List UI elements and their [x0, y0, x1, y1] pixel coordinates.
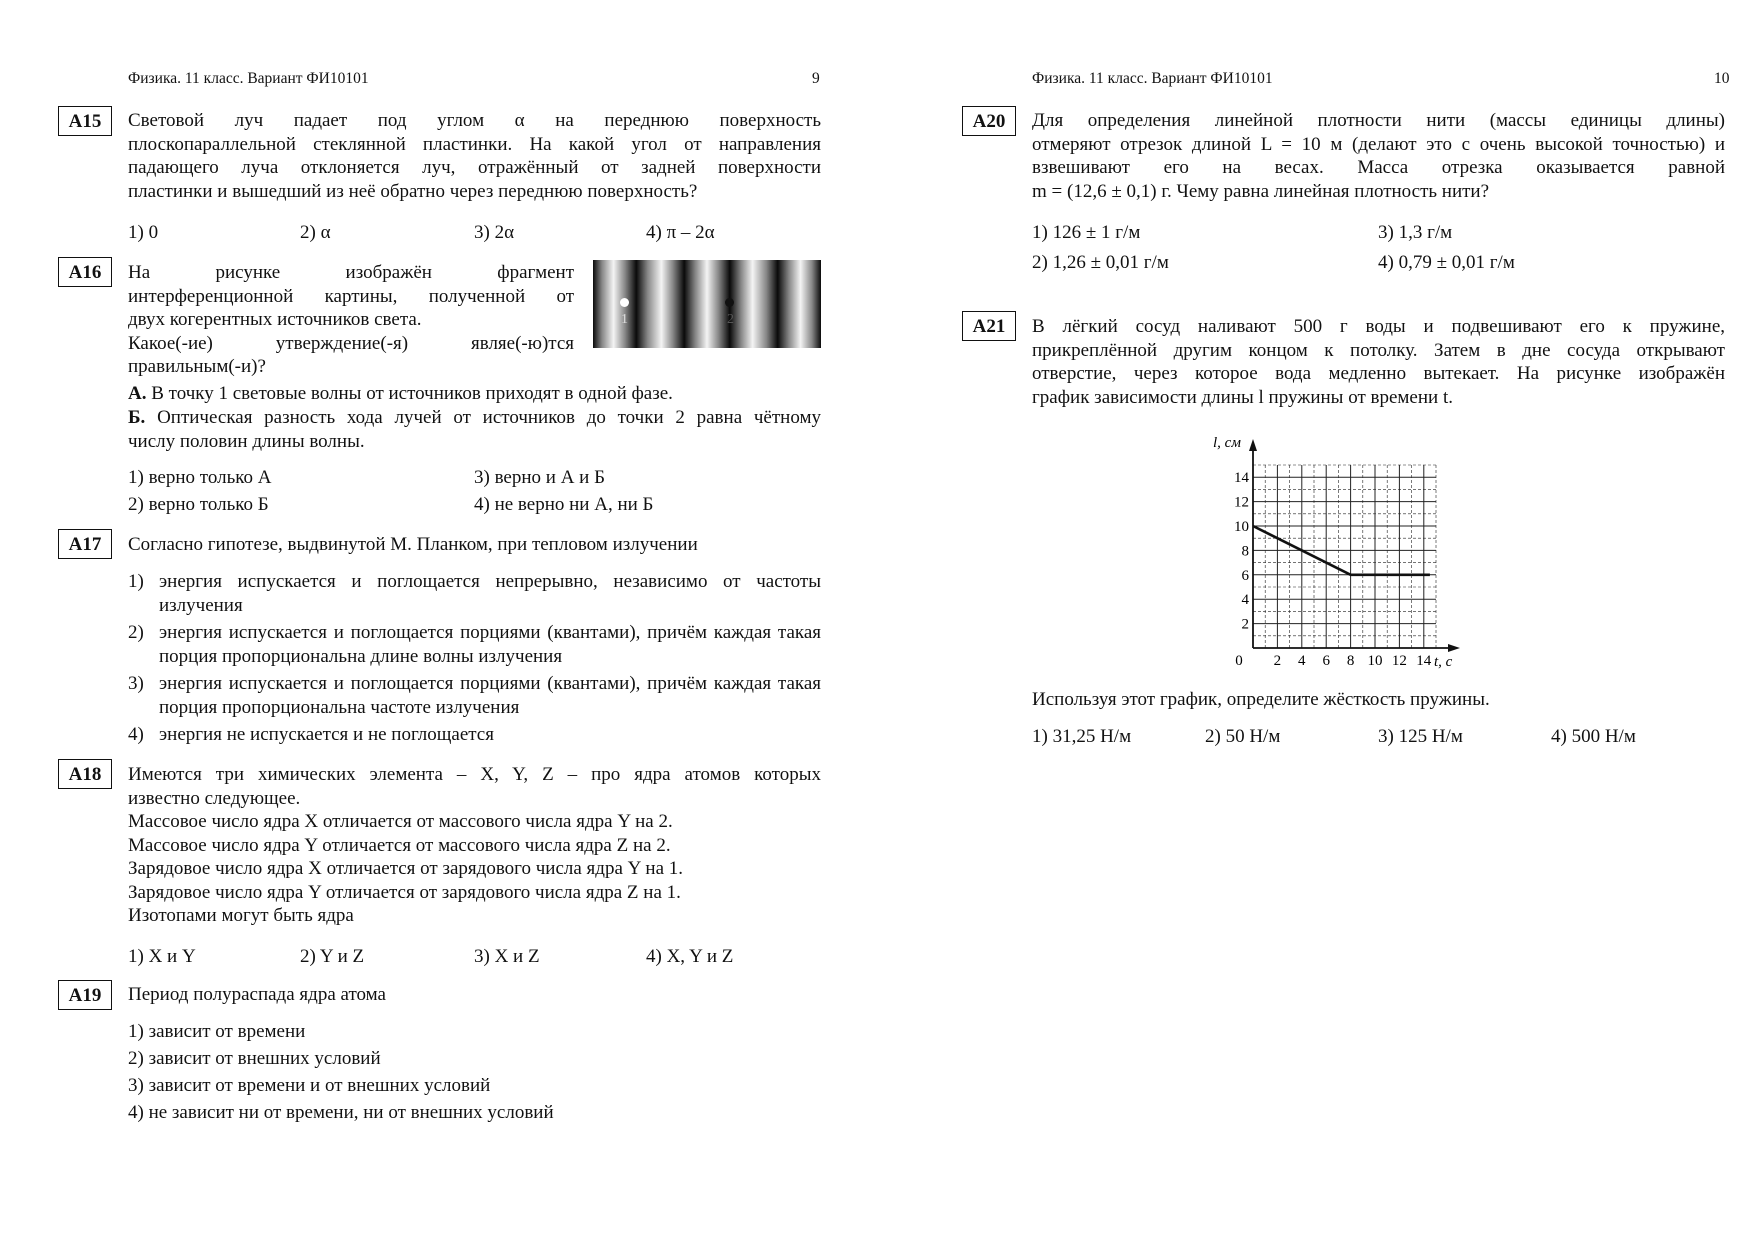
interference-pattern-image: [593, 260, 821, 348]
a16-option-4: 4) не верно ни А, ни Б: [474, 494, 654, 515]
page-number: 10: [1714, 70, 1730, 87]
x-axis-label: t, с: [1434, 654, 1453, 670]
y-tick-label: 10: [1234, 519, 1249, 535]
question-a21-text: [1032, 315, 1725, 409]
question-a15-text: [128, 109, 821, 203]
a17-option-1-text: энергия испускается и поглощается непрерывно, независимо от частоты излучения: [159, 571, 821, 616]
a19-option-4: 4) не зависит ни от времени, ни от внешних условий: [128, 1102, 554, 1123]
a15-line-4: пластинки и вышедший из неё обратно через переднюю поверхность?: [128, 180, 698, 202]
a17-option-3: [128, 672, 821, 719]
y-axis-arrow: [1249, 439, 1257, 451]
question-label-a16: A16: [58, 257, 112, 287]
question-label-a17: A17: [58, 529, 112, 559]
statement-a-label: А.: [128, 383, 147, 404]
question-a19-text: Период полураспада ядра атома: [128, 984, 386, 1005]
a16-statement-b: [128, 406, 821, 429]
a18-fact-3: Зарядовое число ядра X отличается от зарядового числа ядра Y на 1.: [128, 858, 684, 879]
a17-option-2-num: 2): [128, 622, 144, 643]
question-label-a18: A18: [58, 759, 112, 789]
a16-line-4: Какое(-ие) утверждение(-я) являе(-ю)тся: [128, 332, 574, 354]
a16-line-1: На рисунке изображён фрагмент: [128, 262, 574, 283]
a19-option-3: 3) зависит от времени и от внешних условий: [128, 1075, 491, 1096]
a15-option-3: 3) 2α: [474, 222, 515, 243]
a20-option-4: 4) 0,79 ± 0,01 г/м: [1378, 252, 1515, 273]
a18-option-3: 3) X и Z: [474, 946, 540, 967]
a17-option-4: [128, 723, 821, 747]
a20-line-2: отмеряют отрезок длиной L = 10 м (делают это с очень высокой точностью) и: [1032, 133, 1725, 155]
a16-line-3: двух когерентных источников света.: [128, 309, 422, 330]
a18-line-1: Имеются три химических элемента – X, Y, Z – про ядра атомов которых: [128, 764, 821, 785]
x-tick-label: 12: [1391, 653, 1407, 669]
y-tick-label: 14: [1234, 470, 1249, 487]
y-tick-label: 8: [1241, 543, 1249, 560]
question-label-a20: A20: [962, 106, 1016, 136]
a18-fact-1: Массовое число ядра X отличается от массового числа ядра Y на 2.: [128, 811, 673, 832]
a21-option-4: 4) 500 Н/м: [1551, 726, 1636, 747]
a21-line-1: В лёгкий сосуд наливают 500 г воды и подвешивают его к пружине,: [1032, 316, 1725, 337]
a16-line-5: правильным(-и)?: [128, 356, 266, 377]
a21-option-2: 2) 50 Н/м: [1205, 726, 1281, 747]
spring-length-chart: [1213, 425, 1457, 670]
a16-option-1: 1) верно только А: [128, 467, 272, 488]
a21-line-3: отверстие, через которое вода медленно вытекает. На рисунке изображён: [1032, 363, 1725, 384]
chart-axes: [1249, 439, 1460, 652]
y-axis-label: l, см: [1213, 435, 1241, 451]
question-a20-text: [1032, 109, 1725, 203]
a20-line-1: Для определения линейной плотности нити (массы единицы длины): [1032, 110, 1725, 131]
a15-line-2: плоскопараллельной стеклянной пластинки. На какой угол от направления: [128, 133, 821, 155]
a18-option-1: 1) X и Y: [128, 946, 196, 967]
x-tick-label: 2: [1273, 653, 1282, 669]
a16-statement-a: [128, 382, 673, 405]
a21-option-3: 3) 125 Н/м: [1378, 726, 1463, 747]
a18-fact-2: Массовое число ядра Y отличается от массового числа ядра Z на 2.: [128, 834, 671, 856]
page-number: 9: [812, 70, 820, 87]
x-tick-label: 10: [1367, 653, 1383, 669]
a16-option-2: 2) верно только Б: [128, 494, 269, 515]
point-1-label: 1: [621, 312, 628, 327]
a15-option-2: 2) α: [300, 222, 331, 243]
a20-option-1: 1) 126 ± 1 г/м: [1032, 222, 1141, 243]
statement-b-text-1: Оптическая разность хода лучей от источников до точки 2 равна чётному: [157, 407, 821, 428]
x-tick-label: 8: [1346, 653, 1355, 669]
a15-option-4: 4) π – 2α: [646, 222, 715, 243]
a17-option-3-num: 3): [128, 673, 144, 694]
a17-option-3-text: энергия испускается и поглощается порциями (квантами), причём каждая такая порция пропорциональна частоте излучения: [159, 673, 821, 718]
a17-option-4-text: энергия не испускается и не поглощается: [159, 724, 494, 745]
a17-option-2: [128, 621, 821, 668]
question-label-a21: A21: [962, 311, 1016, 341]
page-header: Физика. 11 класс. Вариант ФИ10101: [1032, 70, 1273, 87]
statement-b-text-2: числу половин длины волны.: [128, 431, 365, 452]
question-a18-text: [128, 763, 821, 928]
y-tick-label: 4: [1241, 592, 1249, 609]
question-label-a19: A19: [58, 980, 112, 1010]
a18-fact-4: Зарядовое число ядра Y отличается от зарядового числа ядра Z на 1.: [128, 881, 681, 903]
page-header: Физика. 11 класс. Вариант ФИ10101: [128, 70, 369, 87]
right-page: [877, 0, 1754, 1239]
point-2-label: 2: [727, 312, 734, 327]
question-a16-text: [128, 261, 574, 379]
point-1-dot: [620, 298, 629, 307]
y-tick-label: 12: [1234, 494, 1249, 511]
a19-option-1: 1) зависит от времени: [128, 1021, 306, 1042]
point-2-dot: [725, 298, 734, 307]
a17-option-4-num: 4): [128, 724, 144, 745]
a18-question: Изотопами могут быть ядра: [128, 905, 354, 926]
statement-b-label: Б.: [128, 407, 146, 428]
a18-option-4: 4) X, Y и Z: [646, 946, 734, 967]
x-axis-arrow: [1448, 644, 1460, 652]
chart-grid: [1253, 465, 1436, 648]
a20-line-3: взвешивают его на весах. Масса отрезка оказывается равной: [1032, 157, 1725, 178]
a21-line-4: график зависимости длины l пружины от времени t.: [1032, 386, 1453, 408]
x-tick-label: 4: [1298, 653, 1306, 669]
a16-option-3: 3) верно и А и Б: [474, 467, 606, 488]
a18-option-2: 2) Y и Z: [300, 946, 365, 967]
x-tick-label: 14: [1416, 653, 1432, 669]
a21-option-1: 1) 31,25 Н/м: [1032, 726, 1132, 747]
a15-line-1: Световой луч падает под углом α на переднюю поверхность: [128, 110, 821, 131]
a16-line-2: интерференционной картины, полученной от: [128, 285, 574, 307]
a20-line-4: m = (12,6 ± 0,1) г. Чему равна линейная плотность нити?: [1032, 180, 1490, 202]
a20-option-2: 2) 1,26 ± 0,01 г/м: [1032, 252, 1169, 273]
statement-a-text: В точку 1 световые волны от источников приходят в одной фазе.: [151, 383, 673, 404]
a17-option-2-text: энергия испускается и поглощается порциями (квантами), причём каждая такая порция пропорциональна длине волны излучения: [159, 622, 821, 667]
a15-option-1: 1) 0: [128, 222, 159, 243]
a15-line-3: падающего луча отклоняется луч, отражённый от задней поверхности: [128, 157, 821, 178]
y-tick-label: 2: [1241, 616, 1249, 633]
x-tick-label: 6: [1322, 653, 1330, 669]
chart-ticks: [1234, 470, 1432, 669]
y-tick-label: 6: [1241, 567, 1249, 584]
a20-option-3: 3) 1,3 г/м: [1378, 222, 1453, 243]
a17-option-1-num: 1): [128, 571, 144, 592]
a18-line-2: известно следующее.: [128, 787, 301, 809]
a19-option-2: 2) зависит от внешних условий: [128, 1048, 381, 1069]
x-tick-label: 0: [1235, 653, 1243, 669]
question-label-a15: A15: [58, 106, 112, 136]
a17-option-1: [128, 570, 821, 617]
question-a17-text: Согласно гипотезе, выдвинутой М. Планком, при тепловом излучении: [128, 534, 698, 555]
a21-after-chart-text: Используя этот график, определите жёсткость пружины.: [1032, 689, 1490, 710]
a21-line-2: прикреплённой другим концом к потолку. Затем в дне сосуда открывают: [1032, 339, 1725, 361]
